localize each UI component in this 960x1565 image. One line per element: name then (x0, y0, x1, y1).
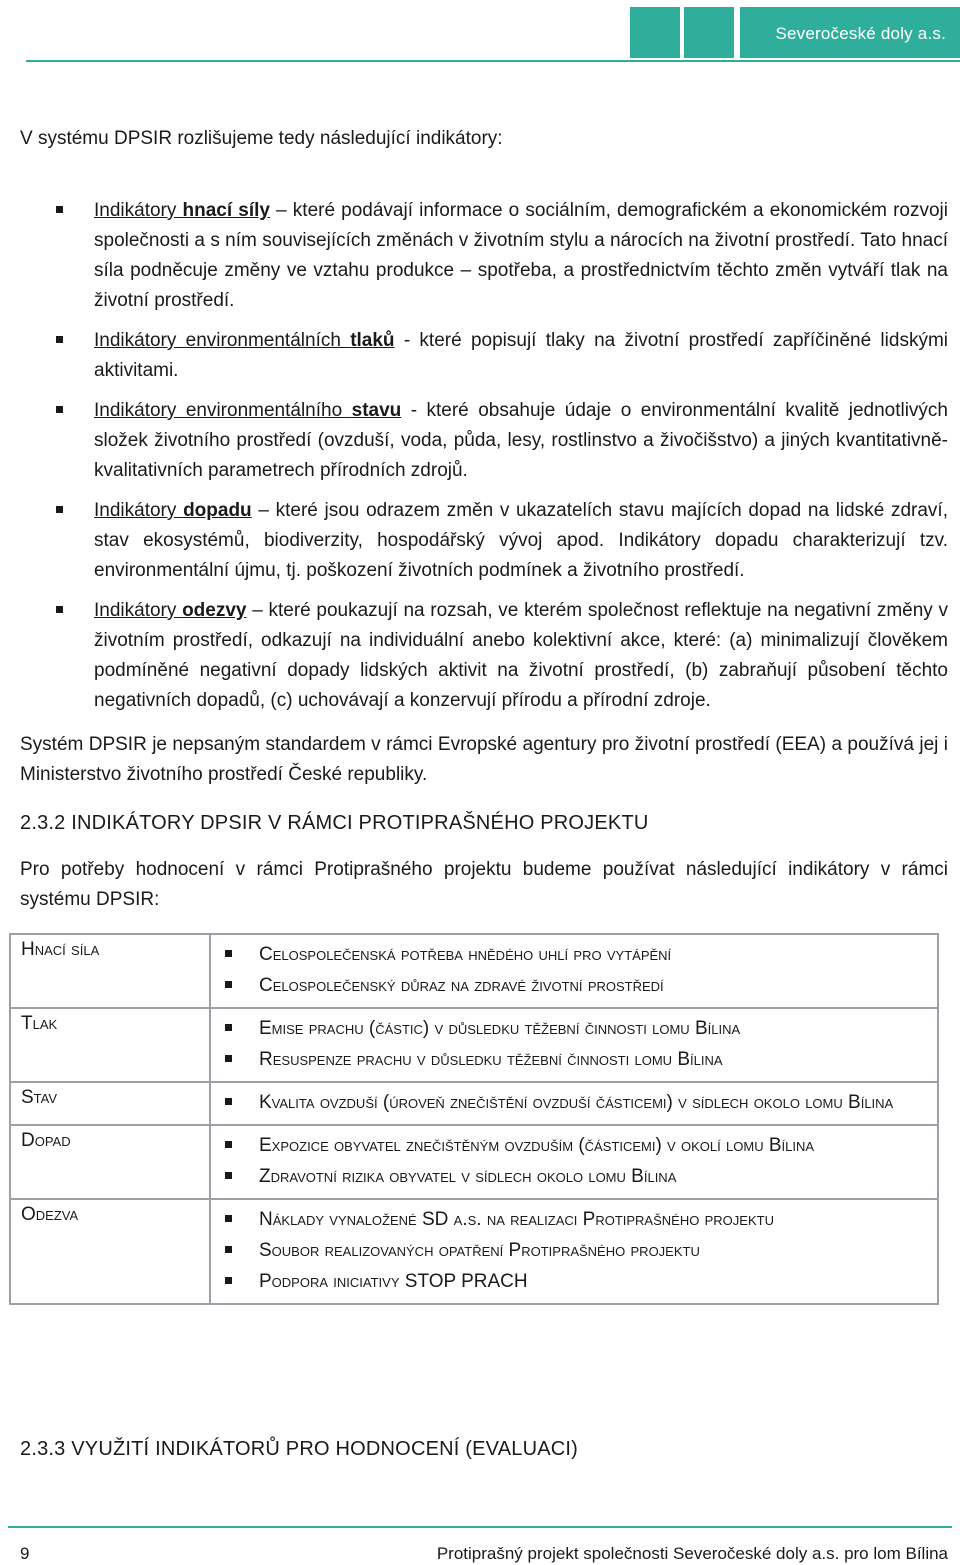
list-item: Resuspenze prachu v důsledku těžební činnosti lomu Bílina (221, 1044, 927, 1075)
header-block-1 (630, 7, 680, 58)
header-rule (26, 60, 960, 62)
list-item: Expozice obyvatel znečištěným ovzduším (částicemi) v okolí lomu Bílina (221, 1130, 927, 1161)
list-item: Emise prachu (částic) v důsledku těžební činnosti lomu Bílina (221, 1013, 927, 1044)
section-heading-2: 2.3.3 VYUŽITÍ INDIKÁTORŮ PRO HODNOCENÍ (EVALUACI) (20, 1438, 579, 1460)
intro-paragraph: V systému DPSIR rozlišujeme tedy následující indikátory: (20, 128, 503, 149)
table-row (10, 934, 938, 1008)
indicators-intro: Pro potřeby hodnocení v rámci Protiprašného projektu budeme používat následující indikátory v rámci systému DPSIR: (20, 859, 948, 910)
category-cell: Dopad (10, 1125, 210, 1199)
list-item: Kvalita ovzduší (úroveň znečištění ovzduší částicemi) v sídlech okolo lomu Bílina (221, 1087, 927, 1118)
footer-text: Protiprašný projekt společnosti Severočeské doly a.s. pro lom Bílina (436, 1544, 948, 1563)
table-row (10, 1199, 938, 1304)
dpsir-paragraph: Systém DPSIR je nepsaným standardem v rámci Evropské agentury pro životní prostředí (EEA) a používá jej i Ministerstvo životního prostředí České republiky. (20, 734, 948, 785)
list-item: Indikátory environmentálních tlaků - které popisují tlaky na životní prostředí zapříčiněné lidskými aktivitami. (20, 326, 948, 386)
items-cell (210, 1082, 938, 1125)
category-cell: Hnací síla (10, 934, 210, 1008)
list-item: Indikátory dopadu – které jsou odrazem změn v ukazatelích stavu majících dopad na lidské zdraví, stav ekosystémů, biodiverzity, hospodářský vývoj apod. Indikátory dopadu charakterizují tzv. environmentální újmu, tj. poškození životních podmínek a životního prostředí. (20, 496, 948, 586)
list-item: Celospolečenský důraz na zdravé životní prostředí (221, 970, 927, 1001)
category-cell: Tlak (10, 1008, 210, 1082)
items-cell (210, 1199, 938, 1304)
footer-rule (8, 1526, 952, 1528)
header-block-2 (684, 7, 734, 58)
items-cell (210, 1008, 938, 1082)
list-item: Indikátory environmentálního stavu - které obsahuje údaje o environmentální kvalitě jednotlivých složek životního prostředí (ovzduší, voda, půda, lesy, rostlinstvo a živočišstvo) a jiných kvantitativně-kvalitativních parametrech přírodních zdrojů. (20, 396, 948, 486)
category-cell: Odezva (10, 1199, 210, 1304)
table-row (10, 1125, 938, 1199)
section-heading: 2.3.2 INDIKÁTORY DPSIR V RÁMCI PROTIPRAŠNÉHO PROJEKTU (20, 812, 649, 834)
header-brand: Severočeské doly a.s. (775, 24, 946, 43)
indicator-list (20, 196, 948, 716)
table-row (10, 1082, 938, 1125)
page-number: 9 (20, 1544, 30, 1563)
indicator-table (9, 933, 939, 1305)
list-item: Celospolečenská potřeba hnědého uhlí pro vytápění (221, 939, 927, 970)
list-item: Zdravotní rizika obyvatel v sídlech okolo lomu Bílina (221, 1161, 927, 1192)
list-item: Podpora iniciativy STOP PRACH (221, 1266, 927, 1297)
category-cell: Stav (10, 1082, 210, 1125)
list-item: Soubor realizovaných opatření Protiprašného projektu (221, 1235, 927, 1266)
list-item: Náklady vynaložené SD a.s. na realizaci Protiprašného projektu (221, 1204, 927, 1235)
items-cell (210, 934, 938, 1008)
main-content (20, 120, 948, 1305)
table-row (10, 1008, 938, 1082)
items-cell (210, 1125, 938, 1199)
list-item: Indikátory hnací síly – které podávají informace o sociálním, demografickém a ekonomickém rozvoji společnosti a s ním souvisejících změnách v životním stylu a nárocích na životní prostředí. Tato hnací síla podněcuje změny ve vztahu produkce – spotřeba, a prostřednictvím těchto změn vytváří tlak na životní prostředí. (20, 196, 948, 316)
list-item: Indikátory odezvy – které poukazují na rozsah, ve kterém společnost reflektuje na negativní změny v životním prostředí, odkazují na individuální anebo kolektivní akce, které: (a) minimalizují člověkem podmíněné negativní dopady lidských aktivit na životní prostředí, (b) zabraňují působení těchto negativních dopadů, (c) uchovávají a konzervují přírodu a přírodní zdroje. (20, 596, 948, 716)
